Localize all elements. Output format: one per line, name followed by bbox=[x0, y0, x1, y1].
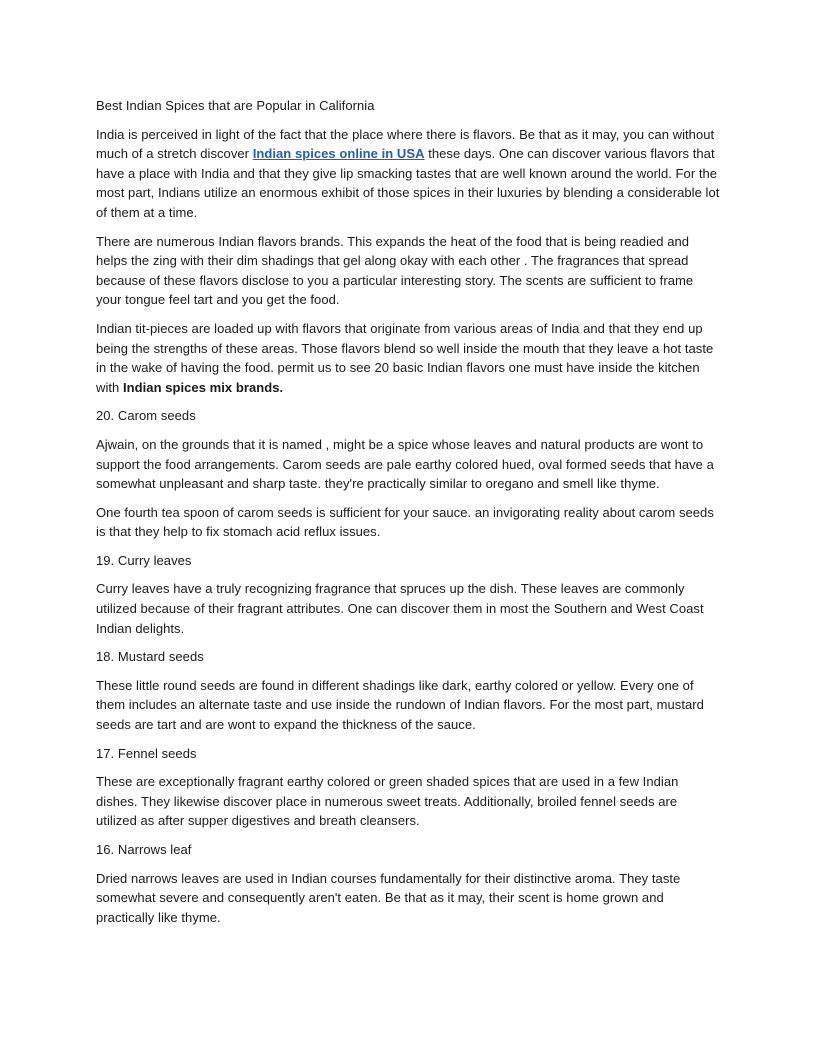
carom-paragraph-2: One fourth tea spoon of carom seeds is sufficient for your sauce. an invigorating reality about carom seeds is that they help to fix stomach acid reflux issues. bbox=[96, 504, 714, 540]
tit-pieces-text: Indian tit-pieces are loaded up with flavors that originate from various areas of India and that they end up being the strengths of these areas. Those flavors blend so well inside the mouth that they leave a hot taste in the wake of having the food. permit us to see 20 basic Indian flavors one must have inside the kitchen with bbox=[96, 320, 714, 395]
narrows-paragraph: Dried narrows leaves are used in Indian courses fundamentally for their distinctive aroma. They taste somewhat severe and consequently aren't eaten. Be that as it may, their scent is home grown and practically like thyme. bbox=[96, 870, 681, 925]
fennel-paragraph: These are exceptionally fragrant earthy colored or green shaded spices that are used in a few Indian dishes. They likewise discover place in numerous sweet treats. Additionally, broiled fennel seeds are utilized as after supper digestives and breath cleansers. bbox=[96, 774, 679, 829]
intro-paragraph bbox=[96, 125, 720, 223]
section-heading-narrows: 16. Narrows leaf bbox=[96, 842, 192, 857]
section-heading-carom: 20. Carom seeds bbox=[96, 408, 196, 424]
section-heading-curry: 19. Curry leaves bbox=[96, 552, 192, 568]
mustard-paragraph: These little round seeds are found in different shadings like dark, earthy colored or yellow. Every one of them includes an alternate taste and use inside the rundown of Indian flavors. For the most part, mustard seeds are tart and are wont to expand the thickness of the sauce. bbox=[96, 677, 704, 733]
document-title: Best Indian Spices that are Popular in California bbox=[96, 98, 375, 113]
tit-pieces-paragraph bbox=[96, 319, 720, 397]
section-heading-mustard: 18. Mustard seeds bbox=[96, 649, 204, 665]
spices-mix-brands-bold: Indian spices mix brands. bbox=[122, 379, 284, 395]
brands-paragraph: There are numerous Indian flavors brands. This expands the heat of the food that is being readied and helps the zing with their dim shadings that gel along okay with each other . The fragrances that spread because of these flavors disclose to you a particular interesting story. The scents are sufficient to frame your tongue feel tart and you get the food. bbox=[96, 233, 694, 308]
section-heading-fennel: 17. Fennel seeds bbox=[96, 745, 197, 761]
curry-paragraph: Curry leaves have a truly recognizing fragrance that spruces up the dish. These leaves are commonly utilized because of their fragrant attributes. One can discover them in most the Southern and West Coast Indian delights. bbox=[96, 581, 704, 636]
carom-paragraph-1: Ajwain, on the grounds that it is named , might be a spice whose leaves and natural products are wont to support the food arrangements. Carom seeds are pale earthy colored hued, oval formed seeds that have a somewhat unpleasant and sharp taste. they're practically similar to oregano and smell like thyme. bbox=[96, 436, 714, 492]
indian-spices-online-link[interactable]: Indian spices online in USA bbox=[252, 146, 425, 162]
intro-text-before: India is perceived in light of the fact that the place where there is flavors. Be that as it may, you can without much of a stretch discover bbox=[96, 126, 715, 162]
intro-text-after: these days. One can discover various flavors that have a place with India and that they give lip smacking tastes that are well known around the world. For the most part, Indians utilize an enormous exhibit of those spices in their luxuries by blending a considerable lot of them at a time. bbox=[96, 146, 720, 220]
